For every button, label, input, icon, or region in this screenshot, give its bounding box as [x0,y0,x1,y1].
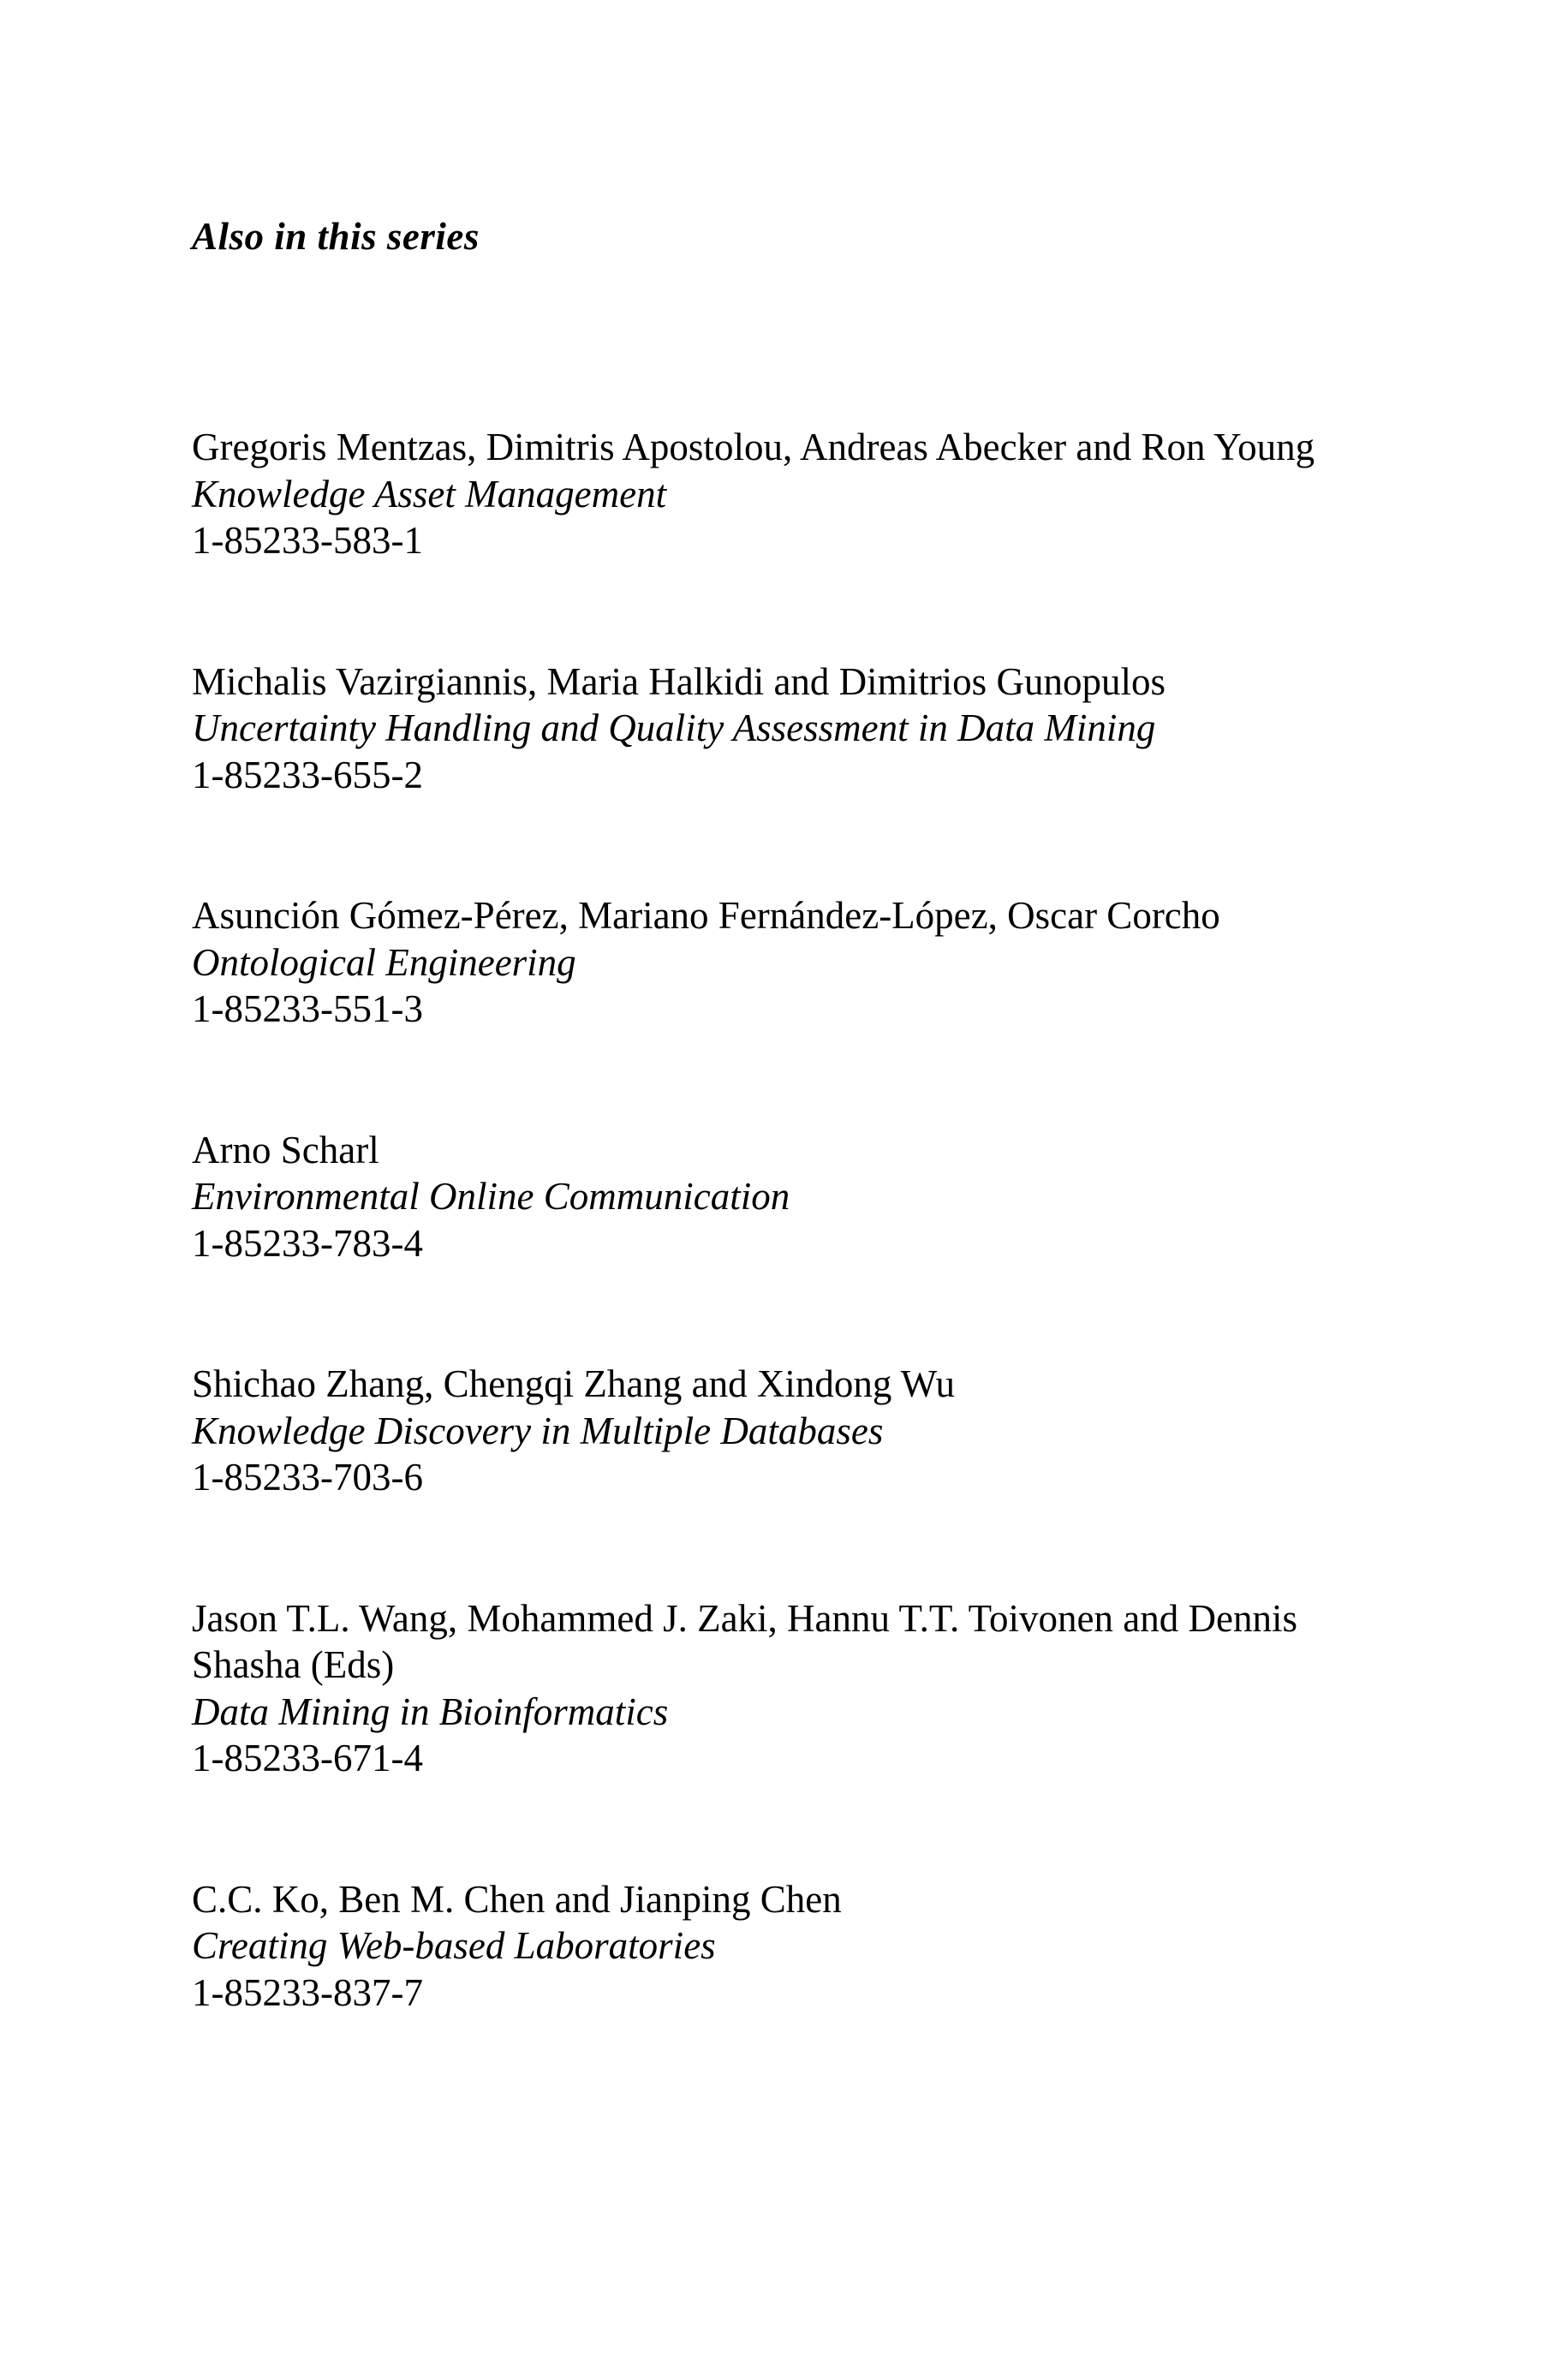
entry-title: Ontological Engineering [192,940,576,984]
entry-title: Environmental Online Communication [192,1175,790,1218]
entry-authors: Arno Scharl [192,1128,379,1171]
entry-authors: Michalis Vazirgiannis, Maria Halkidi and Dimitrios Gunopulos [192,659,1166,703]
entry-authors: Gregoris Mentzas, Dimitris Apostolou, Andreas Abecker and Ron Young [192,426,1315,468]
entry-isbn: 1-85233-703-6 [192,1456,423,1499]
entry-isbn: 1-85233-551-3 [192,987,423,1030]
entry-isbn: 1-85233-671-4 [192,1737,423,1779]
entry-authors: Jason T.L. Wang, Mohammed J. Zaki, Hannu T.T. Toivonen and Dennis Shasha (Eds) [192,1596,1297,1686]
entry-isbn: 1-85233-583-1 [192,519,423,562]
series-entry [192,1876,1408,2017]
entry-title: Uncertainty Handling and Quality Assessment in Data Mining [192,706,1156,749]
entry-title: Data Mining in Bioinformatics [192,1690,669,1733]
entry-isbn: 1-85233-783-4 [192,1221,423,1265]
entry-title: Knowledge Asset Management [192,472,667,516]
entry-isbn: 1-85233-837-7 [192,1970,423,2014]
series-entry [192,1127,1408,1267]
series-entry [192,892,1408,1033]
entry-authors: Shichao Zhang, Chengqi Zhang and Xindong Wu [192,1362,955,1405]
series-heading: Also in this series [192,215,480,258]
series-entry [192,1595,1408,1782]
entry-authors: Asunción Gómez-Pérez, Mariano Fernández-López, Oscar Corcho [192,894,1220,937]
entry-isbn: 1-85233-655-2 [192,753,423,796]
series-list [192,424,1408,2110]
entry-title: Knowledge Discovery in Multiple Databases [192,1409,884,1452]
series-entry [192,424,1408,564]
entry-authors: C.C. Ko, Ben M. Chen and Jianping Chen [192,1877,842,1921]
entry-title: Creating Web-based Laboratories [192,1924,716,1967]
series-entry [192,1361,1408,1501]
series-entry [192,659,1408,799]
